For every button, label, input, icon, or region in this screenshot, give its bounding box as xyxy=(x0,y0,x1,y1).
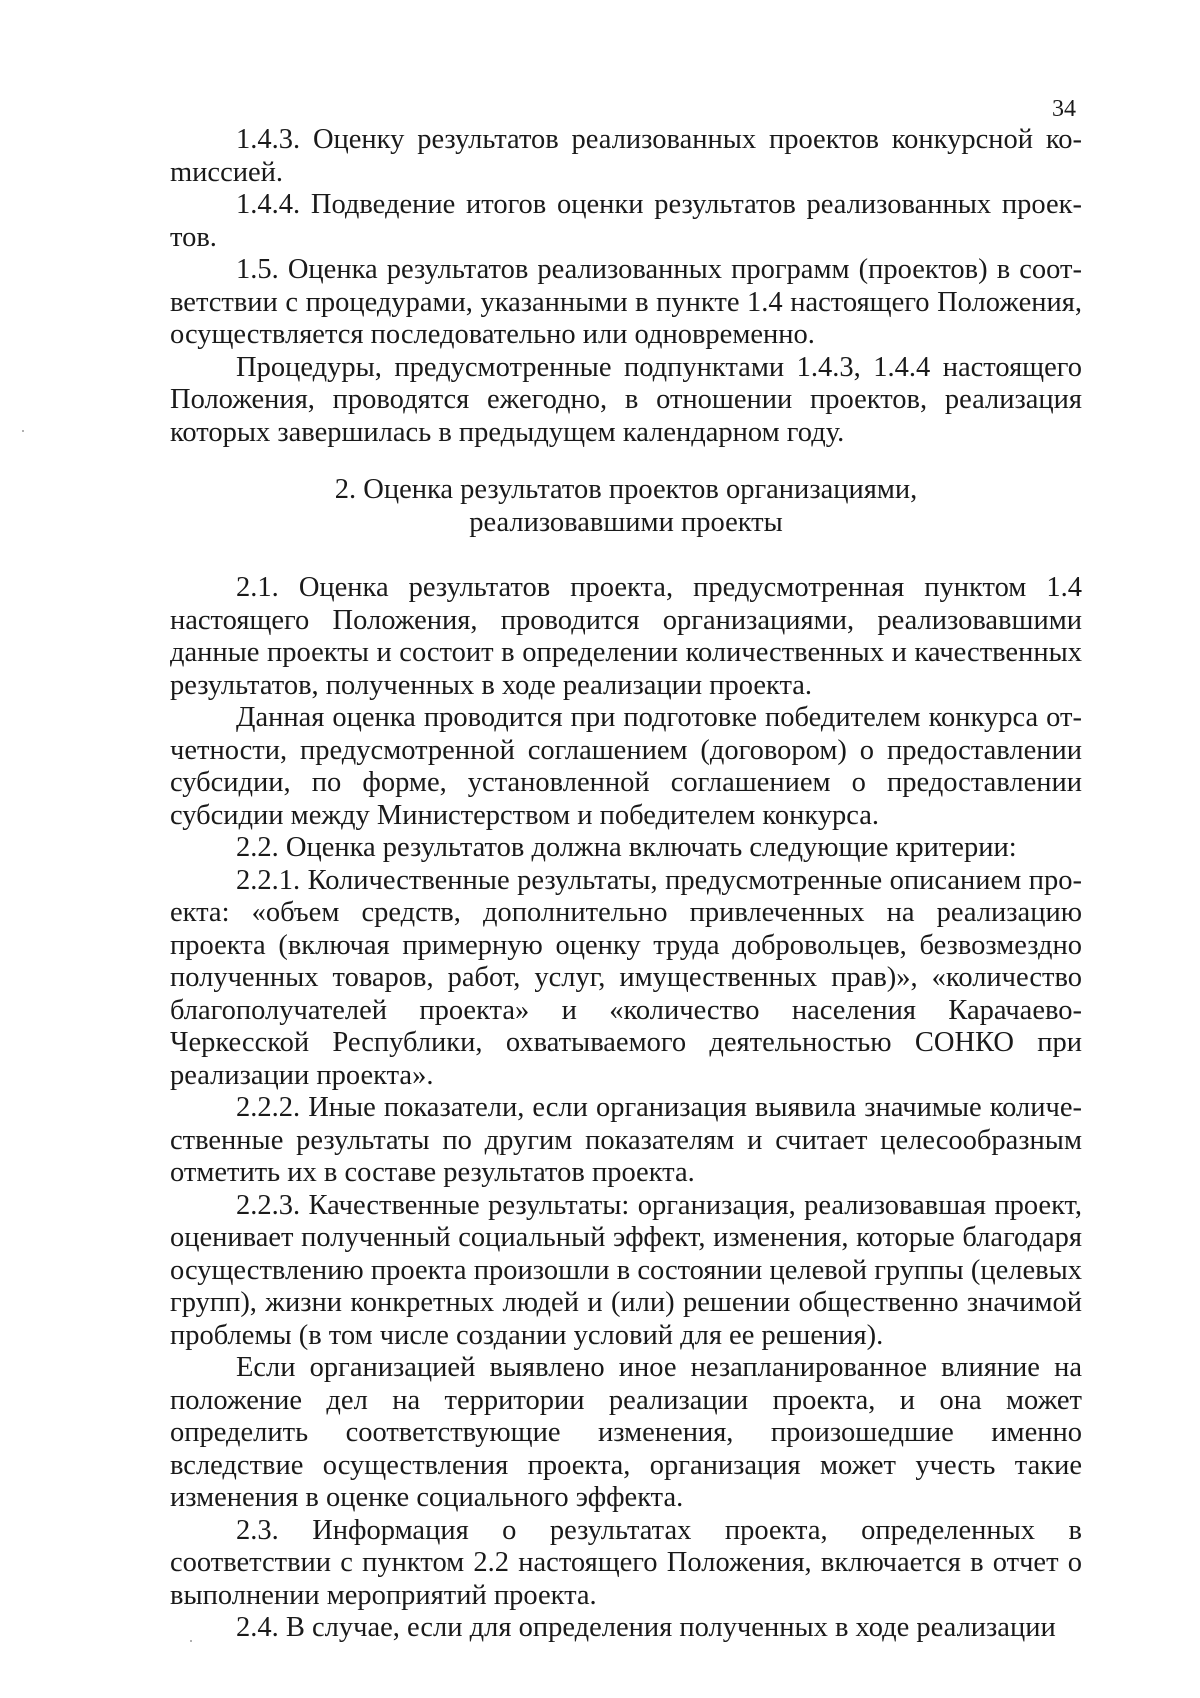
paragraph-assessment: Данная оценка проводится при подготовке победителем конкурса отчетности, предусмотренной соглашением (договором) о предоставлении субсидии, по форме, установленной соглашением о предоставлении субсидии между Министерством и победителем конкурса. xyxy=(170,702,1082,831)
paragraph-2-1: 2.1. Оценка результатов проекта, предусмотренная пунктом 1.4 настоящего Положения, проводится организациями, реализовавшими данные проекты и состоит в определении количественных и качественных результатов, полученных в ходе реализации проекта. xyxy=(170,572,1082,701)
scan-dust-mark xyxy=(190,1640,192,1642)
scan-dust-mark xyxy=(22,430,24,432)
paragraph-2-3: 2.3. Информация о результатах проекта, определенных в соответствии с пунктом 2.2 настоящего Положения, включается в отчет о выполнении мероприятий проекта. xyxy=(170,1514,1082,1611)
paragraph-2-2: 2.2. Оценка результатов должна включать следующие критерии: xyxy=(236,832,1017,863)
paragraph-2-4: 2.4. В случае, если для определения полученных в ходе реализации xyxy=(236,1612,1056,1643)
paragraph-procedures: Процедуры, предусмотренные подпунктами 1.4.3, 1.4.4 настоящего Положения, проводятся ежегодно, в отношении проектов, реализация которых завершилась в предыдущем календарном году. xyxy=(170,351,1082,448)
page-number: 34 xyxy=(1052,96,1076,122)
document-body xyxy=(170,124,1082,1645)
paragraph-1-5: 1.5. Оценка результатов реализованных программ (проектов) в соответствии с процедурами, указанными в пункте 1.4 настоящего Положения, осуществляется последовательно или одновременно. xyxy=(170,254,1082,350)
paragraph-2-2-1: 2.2.1. Количественные результаты, предусмотренные описанием проекта: «объем средств, дополнительно привлеченных на реализацию проекта (включая примерную оценку труда добровольцев, безвозмездно полученных товаров, работ, услуг, имущественных прав)», «количество благополучателей проекта» и «количество населения Карачаево-Черкесской Республики, охватываемого деятельностью СОНКО при реализации проекта». xyxy=(170,864,1082,1091)
section-heading-line-1: 2. Оценка результатов проектов организациями, xyxy=(334,474,918,505)
paragraph-unplanned-impact: Если организацией выявлено иное незапланированное влияние на положение дел на территории реализации проекта, и она может определить соответствующие изменения, произошедшие именно вследствие осуществления проекта, организация может учесть такие изменения в оценке социального эффекта. xyxy=(170,1352,1082,1513)
paragraph-1-4-3: 1.4.3. Оценку результатов реализованных проектов конкурсной коmиссией. xyxy=(170,124,1082,188)
section-heading-line-2: реализовавшими проекты xyxy=(469,506,783,538)
paragraph-2-2-2: 2.2.2. Иные показатели, если организация выявила значимые количественные результаты по другим показателям и считает целесообразным отметить их в составе результатов проекта. xyxy=(170,1092,1082,1188)
section-heading xyxy=(170,474,1082,539)
paragraph-2-2-3: 2.2.3. Качественные результаты: организация, реализовавшая проект, оценивает полученный социальный эффект, изменения, которые благодаря осуществлению проекта произошли в состоянии целевой группы (целевых групп), жизни конкретных людей и (или) решении общественно значимой проблемы (в том числе создании условий для ее решения). xyxy=(170,1189,1082,1351)
paragraph-1-4-4: 1.4.4. Подведение итогов оценки результатов реализованных проектов. xyxy=(170,189,1082,253)
